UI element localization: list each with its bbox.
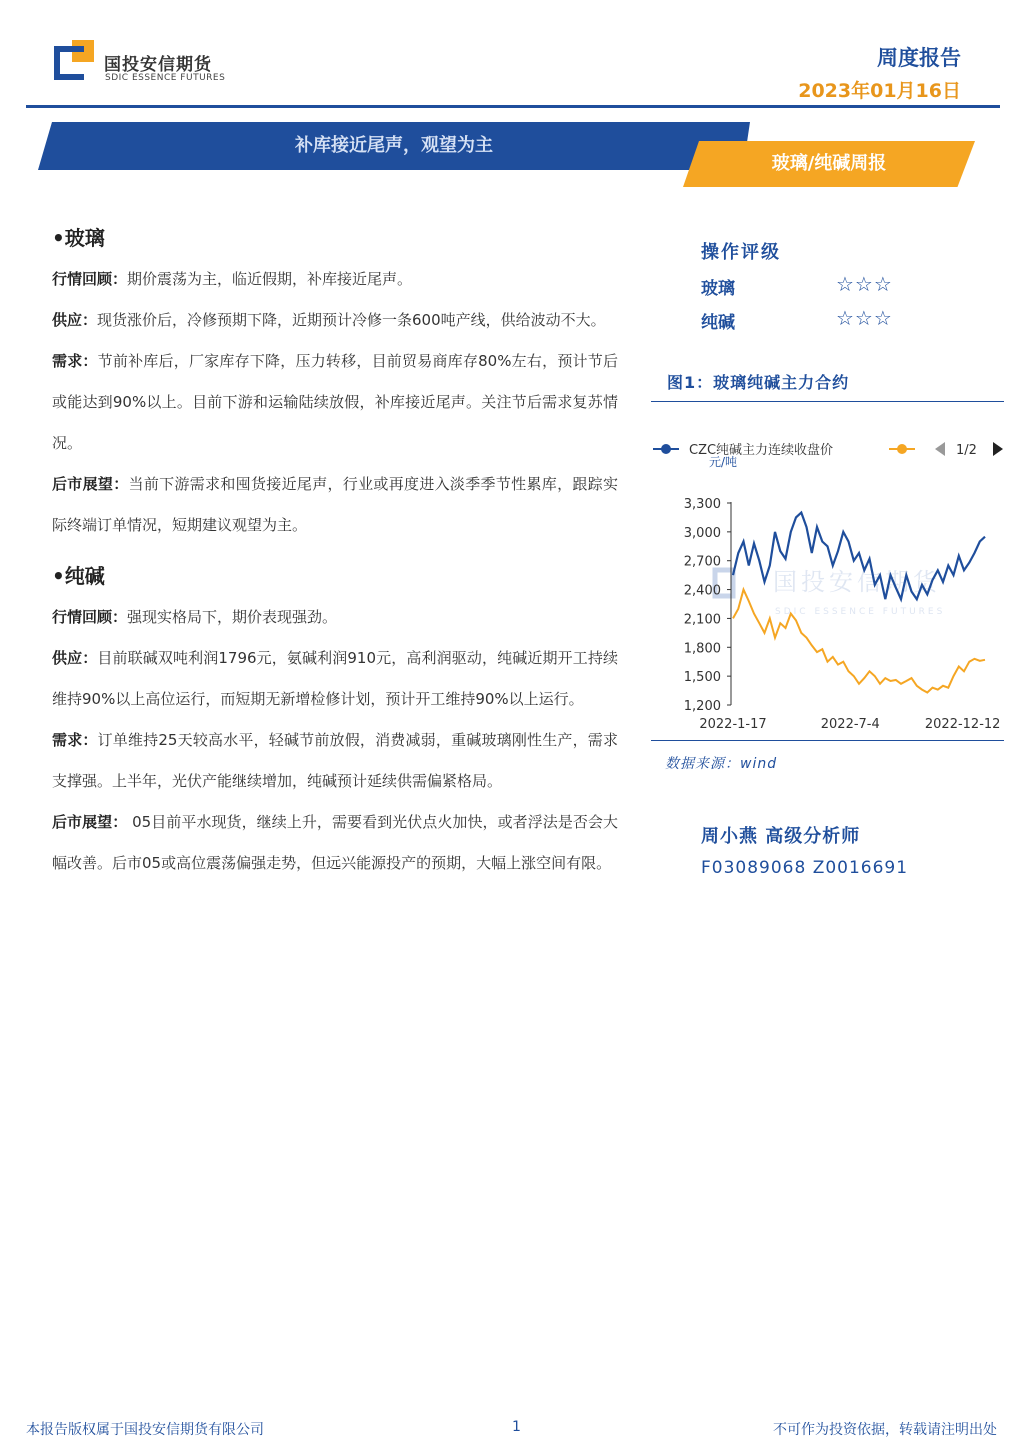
figure-divider-bottom	[651, 740, 1004, 741]
rating-title: 操作评级	[701, 242, 781, 263]
rating-stars-soda: ☆☆☆	[836, 306, 893, 330]
legend-pager: 1/2	[956, 443, 977, 458]
paragraph: 行情回顾：强现实格局下，期价表现强劲。	[52, 608, 338, 626]
report-subtitle: 玻璃/纯碱周报	[771, 153, 887, 174]
price-chart	[651, 430, 1004, 736]
section-heading-soda: •纯碱	[52, 564, 105, 588]
report-title: 补库接近尾声，观望为主	[295, 135, 493, 156]
y-tick-label: 2,100	[683, 612, 721, 628]
report-date: 2023年01月16日	[798, 80, 961, 102]
brand-name-cn: 国投安信期货	[104, 55, 212, 75]
rating-label-glass: 玻璃	[701, 279, 735, 299]
y-axis-unit: 元/吨	[709, 455, 738, 469]
watermark-text: 国投安信期货	[773, 568, 941, 596]
x-tick-label: 2022-12-12	[924, 717, 1001, 732]
x-tick-label: 2022-1-17	[699, 717, 767, 732]
analyst-ids: F03089068 Z0016691	[701, 858, 909, 878]
paragraph: 供应：现货涨价后，冷修预期下降，近期预计冷修一条600吨产线，供给波动不大。	[52, 311, 606, 329]
y-tick-label: 3,000	[683, 525, 721, 541]
x-tick-label: 2022-7-4	[820, 717, 880, 732]
rating-label-soda: 纯碱	[701, 313, 735, 333]
y-tick-label: 2,700	[683, 554, 721, 570]
legend-next-icon[interactable]	[993, 442, 1003, 456]
y-tick-label: 2,400	[683, 583, 721, 599]
figure-divider-top	[651, 401, 1004, 402]
paragraph: 需求：订单维持25天较高水平，轻碱节前放假，消费减弱，重碱玻璃刚性生产，需求支撑强。上半年，光伏产能继续增加，纯碱预计延续供需偏紧格局。	[52, 731, 618, 790]
data-source: 数据来源：wind	[665, 756, 778, 772]
brand-name-en: SDIC ESSENCE FUTURES	[105, 73, 226, 83]
y-tick-label: 3,300	[683, 497, 721, 512]
y-tick-label: 1,800	[683, 641, 721, 657]
paragraph: 后市展望：当前下游需求和囤货接近尾声，行业或再度进入淡季季节性累库，跟踪实际终端订单情况，短期建议观望为主。	[52, 475, 618, 534]
paragraph: 后市展望： 05目前平水现货，继续上升，需要看到光伏点火加快，或者浮法是否会大幅改善。后市05或高位震荡偏强走势，但远兴能源投产的预期，大幅上涨空间有限。	[52, 813, 618, 872]
footer-disclaimer: 不可作为投资依据，转载请注明出处	[773, 1422, 997, 1438]
legend-label-soda[interactable]: CZC纯碱主力连续收盘价	[689, 443, 834, 458]
header-divider	[26, 105, 1000, 108]
section-heading-glass: •玻璃	[52, 226, 105, 250]
y-tick-label: 1,500	[683, 670, 721, 686]
page-number: 1	[512, 1419, 521, 1435]
paragraph: 行情回顾：期价震荡为主，临近假期，补库接近尾声。	[52, 270, 413, 288]
figure-title: 图1：玻璃纯碱主力合约	[667, 373, 850, 392]
paragraph: 需求：节前补库后，厂家库存下降，压力转移，目前贸易商库存80%左右，预计节后或能达到90%以上。目前下游和运输陆续放假，补库接近尾声。关注节后需求复苏情况。	[52, 352, 618, 452]
legend-prev-icon[interactable]	[935, 442, 945, 456]
y-tick-label: 1,200	[683, 699, 721, 714]
report-type: 周度报告	[877, 46, 961, 70]
footer-copyright: 本报告版权属于国投安信期货有限公司	[26, 1422, 264, 1438]
legend-marker-glass[interactable]	[897, 444, 907, 454]
legend-marker-soda	[661, 444, 671, 454]
analyst-name: 周小燕 高级分析师	[701, 826, 861, 847]
main-content	[52, 214, 618, 884]
rating-stars-glass: ☆☆☆	[836, 272, 893, 296]
company-logo	[54, 40, 94, 80]
watermark-text-en: SDIC ESSENCE FUTURES	[775, 607, 946, 617]
series-line-glass	[733, 590, 985, 693]
paragraph: 供应：目前联碱双吨利润1796元，氨碱利润910元，高利润驱动，纯碱近期开工持续维持90%以上高位运行，而短期无新增检修计划，预计开工维持90%以上运行。	[52, 649, 618, 708]
